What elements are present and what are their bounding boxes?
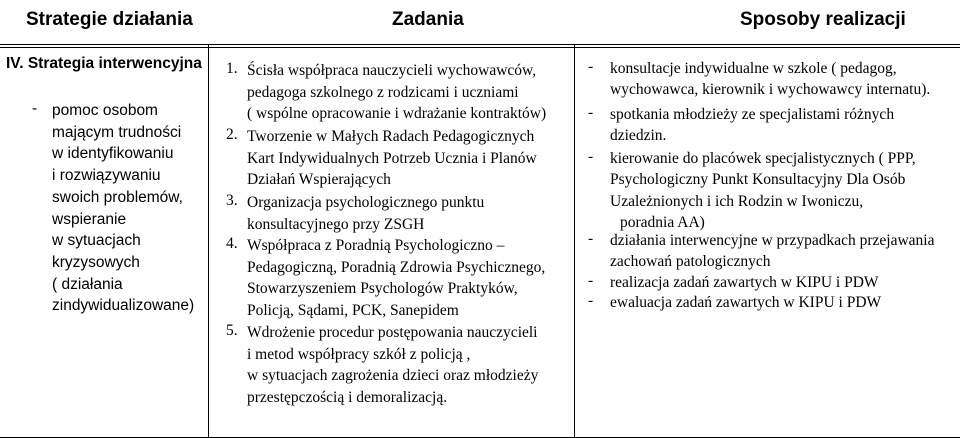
column-divider-1	[208, 44, 209, 438]
task-line: Policją, Sądami, PCK, Sanepidem	[247, 301, 459, 319]
header-tasks: Zadania	[392, 9, 464, 30]
strategy-title: IV. Strategia interwencyjna	[6, 55, 202, 72]
method-line: wychowawca, kierownik i wychowawcy internatu).	[610, 81, 931, 99]
method-line: konsultacje indywidualne w szkole ( pedagog,	[610, 60, 897, 77]
task-line: Organizacja psychologicznego punktu	[247, 194, 485, 211]
aim-line: swoich problemów,	[52, 188, 183, 206]
aim-line: i rozwiązywaniu	[52, 167, 161, 185]
task-line: i metod współpracy szkół z policją ,	[247, 345, 471, 363]
task-line: ( wspólne opracowanie i wdrażanie kontraktów)	[247, 105, 547, 123]
task-number: 5.	[226, 322, 238, 339]
bullet-dash: -	[588, 58, 594, 75]
method-line: działania interwencyjne w przypadkach przejawania	[610, 232, 935, 249]
method-line: Uzależnionych i ich Rodzin w Iwoniczu,	[610, 192, 864, 210]
bullet-dash: -	[32, 100, 38, 117]
aim-line: mającym trudności	[52, 123, 182, 141]
method-line: zachowań patologicznych	[610, 253, 771, 271]
aim-line: wspieranie	[52, 210, 127, 228]
strategy-cell	[6, 54, 202, 315]
method-line: kierowanie do placówek specjalistycznych ( PPP,	[610, 150, 916, 167]
task-line: Pedagogiczną, Poradnią Zdrowia Psychicznego,	[247, 258, 546, 276]
aim-line: w sytuacjach	[52, 232, 141, 250]
bullet-dash: -	[588, 148, 594, 165]
bullet-dash: -	[588, 272, 594, 289]
task-line: konsultacyjnego przy ZSGH	[247, 215, 425, 233]
task-number: 3.	[226, 192, 238, 209]
task-number: 2.	[226, 126, 238, 143]
header-divider-bottom	[0, 47, 960, 48]
table-header	[0, 0, 960, 44]
task-line: Stowarzyszeniem Psychologów Praktyków,	[247, 280, 518, 298]
column-divider-2	[574, 44, 575, 438]
aim-line: zindywidualizowane)	[52, 297, 195, 315]
method-line: spotkania młodzieży ze specjalistami różnych	[610, 106, 895, 123]
task-number: 1.	[226, 60, 238, 77]
strategy-aim-text	[52, 100, 194, 317]
header-methods: Sposoby realizacji	[740, 9, 906, 30]
aim-line: kryzysowych	[52, 253, 140, 271]
task-line: Ścisła współpraca nauczycieli wychowawców,	[247, 62, 537, 79]
task-line: Kart Indywidualnych Potrzeb Ucznia i Planów	[247, 149, 537, 167]
method-line: dziedzin.	[610, 127, 667, 145]
task-line: Wdrożenie procedur postępowania nauczycieli	[247, 324, 538, 341]
method-line: Psychologiczny Punkt Konsultacyjny Dla Osób	[610, 171, 906, 189]
bullet-dash: -	[588, 230, 594, 247]
aim-line: w identyfikowaniu	[52, 145, 174, 163]
bullet-dash: -	[588, 292, 594, 309]
task-number: 4.	[226, 235, 238, 252]
task-line: pedagoga szkolnego z rodzicami i uczniami	[247, 83, 519, 101]
header-divider-top	[0, 44, 960, 45]
method-line: realizacja zadań zawartych w KIPU i PDW	[610, 274, 879, 291]
task-line: przestępczością i demoralizacją.	[247, 388, 448, 406]
method-line: ewaluacja zadań zawartych w KIPU i PDW	[610, 294, 882, 311]
method-line: poradnia AA)	[620, 214, 705, 232]
task-line: Tworzenie w Małych Radach Pedagogicznych	[247, 128, 535, 145]
task-line: w sytuacjach zagrożenia dzieci oraz młodzieży	[247, 367, 539, 385]
header-strategies: Strategie działania	[26, 9, 193, 30]
aim-line: ( działania	[52, 275, 123, 293]
bullet-dash: -	[588, 104, 594, 121]
task-line: Działań Wspierających	[247, 171, 391, 189]
aim-line: pomoc osobom	[52, 102, 158, 119]
task-line: Współpraca z Poradnią Psychologiczno –	[247, 237, 505, 254]
